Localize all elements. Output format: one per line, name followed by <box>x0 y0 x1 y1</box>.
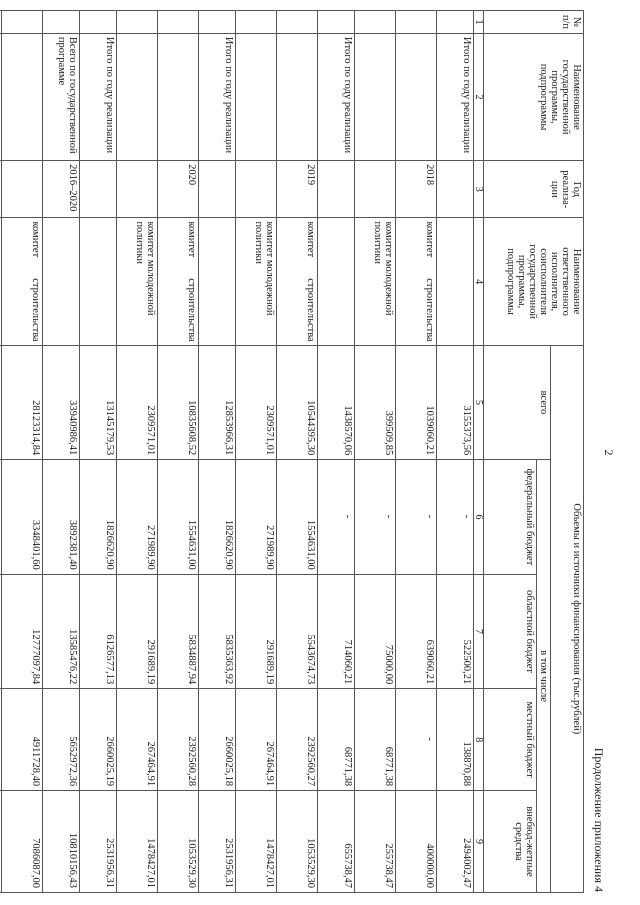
header-local: местный бюджет <box>484 689 537 791</box>
row-index <box>355 11 396 34</box>
col-number: 9 <box>474 791 484 893</box>
row-federal: 271989,90 <box>117 460 158 575</box>
row-regional: 75000,00 <box>355 574 396 689</box>
col-number: 7 <box>474 574 484 689</box>
row-regional: 12777097,84 <box>2 574 43 689</box>
row-year <box>2 161 43 218</box>
row-federal: - <box>318 460 355 575</box>
row-index <box>199 11 236 34</box>
row-federal <box>0 460 2 575</box>
row-offbudget: 1478427,01 <box>236 791 277 893</box>
row-index <box>43 11 80 34</box>
row-name <box>2 33 43 160</box>
row-executor <box>80 218 117 345</box>
row-regional <box>0 574 2 689</box>
row-index <box>80 11 117 34</box>
row-executor: комитет молодежной политики <box>355 218 396 345</box>
col-number: 3 <box>474 161 484 218</box>
header-including: в том числе <box>537 460 551 893</box>
row-index <box>318 11 355 34</box>
row-offbudget: 7086087,00 <box>2 791 43 893</box>
funding-table <box>0 10 584 893</box>
row-year: 2020 <box>158 161 199 218</box>
row-federal: 1554631,00 <box>277 460 318 575</box>
row-local: 2392560,27 <box>277 689 318 791</box>
col-number: 6 <box>474 460 484 575</box>
row-federal: 1826620,90 <box>80 460 117 575</box>
table-row <box>2 11 43 893</box>
row-regional: 714060,21 <box>318 574 355 689</box>
row-name <box>355 33 396 160</box>
row-local: - <box>396 689 437 791</box>
row-offbudget: 2531956,31 <box>80 791 117 893</box>
row-year <box>117 161 158 218</box>
row-offbudget: 255738,47 <box>355 791 396 893</box>
row-regional: 6126577,13 <box>80 574 117 689</box>
row-executor <box>437 218 474 345</box>
table-row <box>277 11 318 893</box>
row-executor <box>199 218 236 345</box>
row-total <box>0 345 2 460</box>
row-year <box>80 161 117 218</box>
row-local: 267464,91 <box>117 689 158 791</box>
row-year: 2016–2020 <box>43 161 80 218</box>
table-row <box>396 11 437 893</box>
row-year <box>437 161 474 218</box>
row-name <box>396 33 437 160</box>
row-total: 1438570,06 <box>318 345 355 460</box>
header-total: всего <box>484 345 551 460</box>
row-index <box>158 11 199 34</box>
row-index <box>2 11 43 34</box>
row-name: Итого по году реализации <box>199 33 236 160</box>
row-total: 2309571,01 <box>117 345 158 460</box>
row-local: 138870,88 <box>437 689 474 791</box>
row-offbudget: 1478427,01 <box>117 791 158 893</box>
row-federal: 1826620,90 <box>199 460 236 575</box>
row-local <box>0 689 2 791</box>
row-federal: - <box>396 460 437 575</box>
row-regional: 291689,19 <box>236 574 277 689</box>
table-row <box>43 11 80 893</box>
row-federal: 3892381,40 <box>43 460 80 575</box>
row-total: 1039060,21 <box>396 345 437 460</box>
row-index <box>236 11 277 34</box>
row-regional: 13585476,22 <box>43 574 80 689</box>
row-regional: 5834887,94 <box>158 574 199 689</box>
row-federal: 3348401,60 <box>2 460 43 575</box>
row-index <box>277 11 318 34</box>
table-row <box>437 11 474 893</box>
row-total: 3155373,56 <box>437 345 474 460</box>
row-local: 2660025,19 <box>80 689 117 791</box>
rotated-content <box>15 5 620 900</box>
row-federal: 1554631,00 <box>158 460 199 575</box>
row-executor: комитет строительства <box>158 218 199 345</box>
row-regional: 639060,21 <box>396 574 437 689</box>
row-index <box>0 11 2 34</box>
row-name: Итого по году реализации <box>80 33 117 160</box>
row-regional: 5835363,92 <box>199 574 236 689</box>
row-index <box>437 11 474 34</box>
row-name: Итого по году реализации <box>318 33 355 160</box>
table-row <box>318 11 355 893</box>
row-executor: комитет молодежной политики <box>117 218 158 345</box>
row-total: 10544395,30 <box>277 345 318 460</box>
row-local: 2392560,28 <box>158 689 199 791</box>
row-executor <box>43 218 80 345</box>
header-num: № п/п <box>484 11 584 34</box>
row-executor <box>318 218 355 345</box>
header-executor: Наименование ответственного исполнителя, соисполнителя государственной программы, подпрограммы <box>484 218 584 345</box>
page-number: 2 <box>602 449 616 456</box>
table-row <box>355 11 396 893</box>
row-name <box>0 33 2 160</box>
col-number: 8 <box>474 689 484 791</box>
row-offbudget: 2531956,31 <box>199 791 236 893</box>
row-executor <box>0 218 2 345</box>
row-index <box>396 11 437 34</box>
row-local: 4911728,40 <box>2 689 43 791</box>
row-offbudget: 10810156,43 <box>43 791 80 893</box>
row-name <box>158 33 199 160</box>
header-funding: Объемы и источники финансирования (тыс.рублей) <box>551 345 584 892</box>
header-regional: областной бюджет <box>484 574 537 689</box>
row-local: 2660025,18 <box>199 689 236 791</box>
header-federal: федеральный бюджет <box>484 460 537 575</box>
table-row <box>236 11 277 893</box>
row-offbudget: 1053529,30 <box>277 791 318 893</box>
row-offbudget: 1053529,30 <box>158 791 199 893</box>
row-local: 68771,38 <box>318 689 355 791</box>
row-total: 2309571,01 <box>236 345 277 460</box>
row-executor: комитет строительства <box>277 218 318 345</box>
col-number: 1 <box>474 11 484 34</box>
row-offbudget: 655738,47 <box>318 791 355 893</box>
row-name: Итого по году реализации <box>437 33 474 160</box>
table-body <box>0 11 474 893</box>
row-total: 28123314,84 <box>2 345 43 460</box>
row-federal: - <box>437 460 474 575</box>
row-local: 68771,38 <box>355 689 396 791</box>
row-regional: 522500,21 <box>437 574 474 689</box>
row-total: 13145179,53 <box>80 345 117 460</box>
table-row <box>0 11 2 893</box>
row-executor: комитет строительства <box>2 218 43 345</box>
row-total: 33940986,41 <box>43 345 80 460</box>
row-year: 2018 <box>396 161 437 218</box>
row-regional: 291689,19 <box>117 574 158 689</box>
row-total: 12853966,31 <box>199 345 236 460</box>
row-year <box>199 161 236 218</box>
row-local: 267464,91 <box>236 689 277 791</box>
row-index <box>117 11 158 34</box>
table-row <box>158 11 199 893</box>
header-year: Год реализа-ции <box>484 161 584 218</box>
header-offbudget: внебюд-жетные средства <box>484 791 537 893</box>
row-year <box>318 161 355 218</box>
col-number: 4 <box>474 218 484 345</box>
row-year <box>0 161 2 218</box>
row-federal: 271989,90 <box>236 460 277 575</box>
row-offbudget <box>0 791 2 893</box>
row-name <box>117 33 158 160</box>
row-federal: - <box>355 460 396 575</box>
row-name <box>277 33 318 160</box>
row-year: 2019 <box>277 161 318 218</box>
col-number: 5 <box>474 345 484 460</box>
row-executor: комитет молодежной политики <box>236 218 277 345</box>
row-name: Всего по государственной программе <box>43 33 80 160</box>
row-year <box>236 161 277 218</box>
row-name <box>236 33 277 160</box>
row-offbudget: 2494002,47 <box>437 791 474 893</box>
row-regional: 5543674,73 <box>277 574 318 689</box>
table-row <box>199 11 236 893</box>
row-executor: комитет строительства <box>396 218 437 345</box>
continuation-title: Продолжение приложения 4 <box>592 747 606 892</box>
col-number: 2 <box>474 33 484 160</box>
header-program: Наименование государственной программы, подпрограммы <box>484 33 584 160</box>
row-year <box>355 161 396 218</box>
row-local: 5652972,36 <box>43 689 80 791</box>
row-total: 10835608,52 <box>158 345 199 460</box>
row-offbudget: 400000,00 <box>396 791 437 893</box>
table-row <box>117 11 158 893</box>
table-row <box>80 11 117 893</box>
row-total: 399509,85 <box>355 345 396 460</box>
